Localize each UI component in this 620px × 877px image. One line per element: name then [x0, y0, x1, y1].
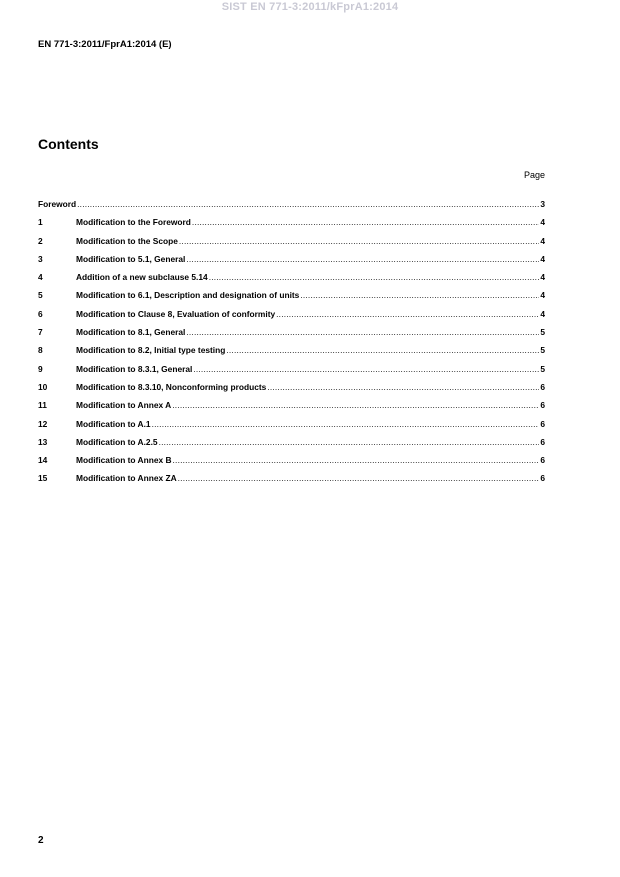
toc-entry-number: 4	[38, 272, 43, 283]
toc-entry-title: Addition of a new subclause 5.14	[76, 272, 208, 283]
toc-dot-leader	[178, 473, 540, 483]
toc-entry-page: 3	[540, 199, 545, 209]
toc-entry[interactable]	[38, 364, 545, 382]
toc-dot-leader	[276, 309, 539, 319]
toc-dot-leader	[192, 217, 539, 227]
toc-entry-number: 1	[38, 217, 43, 228]
toc-entry-number: 14	[38, 455, 48, 466]
toc-entry[interactable]	[38, 199, 545, 217]
toc-entry[interactable]	[38, 437, 545, 455]
toc-entry[interactable]	[38, 254, 545, 272]
toc-entry[interactable]	[38, 309, 545, 327]
toc-entry-page: 4	[540, 217, 545, 228]
toc-entry[interactable]	[38, 419, 545, 437]
toc-entry-title: Modification to 8.3.1, General	[76, 363, 193, 374]
toc-entry[interactable]	[38, 327, 545, 345]
toc-entry-number: 5	[38, 290, 43, 301]
toc-entry-title: Modification to 6.1, Description and designation of units	[76, 290, 300, 301]
toc-dot-leader	[193, 364, 539, 374]
toc-entry[interactable]	[38, 382, 545, 400]
toc-entry-number: 3	[38, 253, 43, 264]
toc-entry-page: 4	[540, 290, 545, 301]
toc-entry-page: 5	[540, 363, 545, 374]
toc-dot-leader	[152, 419, 540, 429]
toc-entry-number: 9	[38, 363, 43, 374]
toc-dot-leader	[300, 290, 539, 300]
toc-entry-title: Modification to the Scope	[76, 235, 178, 246]
contents-heading: Contents	[38, 136, 99, 152]
toc-entry-title: Foreword	[38, 199, 77, 209]
toc-dot-leader	[267, 382, 539, 392]
toc-entry-page: 6	[540, 473, 545, 484]
watermark: SIST EN 771-3:2011/kFprA1:2014	[221, 1, 399, 13]
toc-dot-leader	[173, 455, 540, 465]
toc-entry-title: Modification to the Foreword	[76, 217, 191, 228]
toc-entry-page: 6	[540, 400, 545, 411]
toc-entry[interactable]	[38, 400, 545, 418]
toc-entry-number: 2	[38, 235, 43, 246]
toc-entry-title: Modification to Annex A	[76, 400, 172, 411]
toc-dot-leader	[77, 199, 539, 209]
toc-entry-page: 4	[540, 253, 545, 264]
toc-entry-number: 6	[38, 308, 43, 319]
toc-entry-page: 6	[540, 455, 545, 466]
toc-entry-page: 6	[540, 436, 545, 447]
toc-entry[interactable]	[38, 473, 545, 491]
toc-entry[interactable]	[38, 455, 545, 473]
page-column-label: Page	[523, 170, 545, 180]
toc-entry-title: Modification to 5.1, General	[76, 253, 186, 264]
table-of-contents	[38, 199, 545, 492]
toc-entry-title: Modification to Annex B	[76, 455, 172, 466]
toc-entry-page: 6	[540, 381, 545, 392]
toc-dot-leader	[226, 345, 539, 355]
toc-entry-title: Modification to 8.1, General	[76, 327, 186, 338]
toc-entry[interactable]	[38, 290, 545, 308]
toc-entry-page: 4	[540, 235, 545, 246]
toc-entry-number: 15	[38, 473, 48, 484]
toc-dot-leader	[172, 400, 539, 410]
toc-entry[interactable]	[38, 345, 545, 363]
toc-dot-leader	[179, 236, 539, 246]
toc-entry-page: 5	[540, 345, 545, 356]
toc-entry-number: 8	[38, 345, 43, 356]
toc-entry-title: Modification to A.2.5	[76, 436, 158, 447]
toc-entry-page: 4	[540, 272, 545, 283]
page-number: 2	[38, 835, 44, 846]
toc-dot-leader	[159, 437, 540, 447]
toc-dot-leader	[186, 254, 539, 264]
toc-entry-number: 10	[38, 381, 48, 392]
toc-entry[interactable]	[38, 272, 545, 290]
toc-entry-page: 4	[540, 308, 545, 319]
toc-entry[interactable]	[38, 236, 545, 254]
toc-entry-title: Modification to A.1	[76, 418, 151, 429]
toc-entry-title: Modification to 8.3.10, Nonconforming products	[76, 381, 267, 392]
toc-entry-number: 7	[38, 327, 43, 338]
toc-entry-number: 12	[38, 418, 48, 429]
toc-entry-title: Modification to Annex ZA	[76, 473, 177, 484]
toc-entry-page: 5	[540, 327, 545, 338]
toc-dot-leader	[186, 327, 539, 337]
toc-entry-page: 6	[540, 418, 545, 429]
toc-entry[interactable]	[38, 217, 545, 235]
toc-entry-number: 13	[38, 436, 48, 447]
document-reference: EN 771-3:2011/FprA1:2014 (E)	[38, 39, 172, 50]
toc-entry-title: Modification to 8.2, Initial type testing	[76, 345, 226, 356]
toc-entry-number: 11	[38, 400, 47, 411]
toc-dot-leader	[209, 272, 540, 282]
toc-entry-title: Modification to Clause 8, Evaluation of conformity	[76, 308, 276, 319]
